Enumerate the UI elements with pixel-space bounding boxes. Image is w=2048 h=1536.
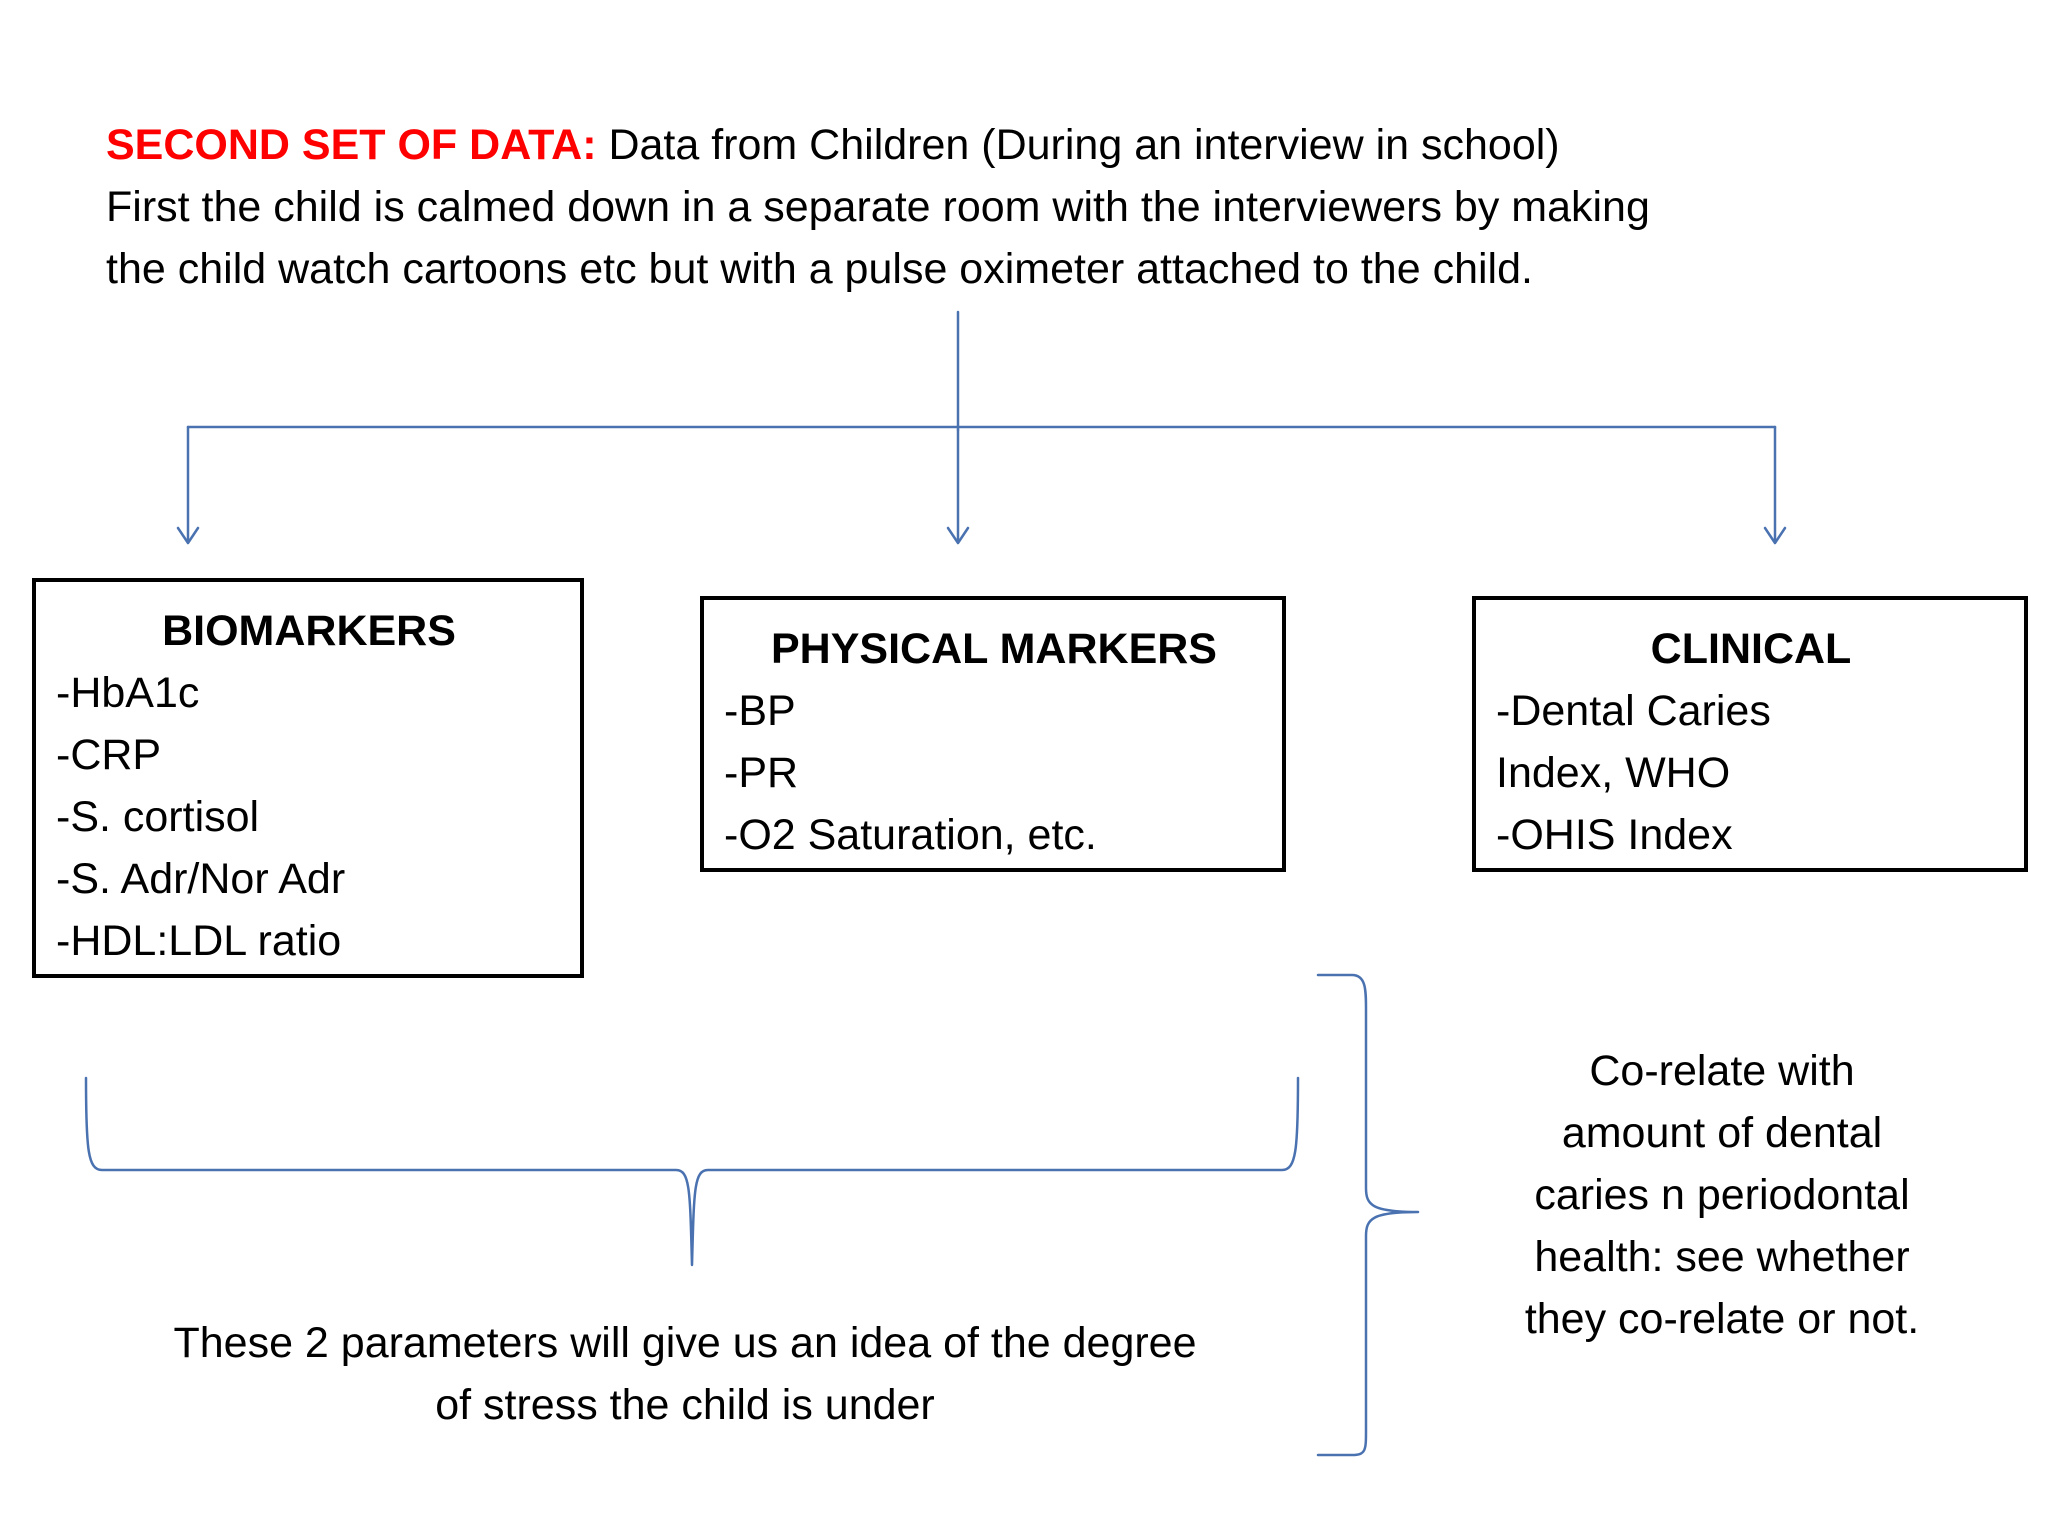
correlate-note-line: they co-relate or not. (1524, 1295, 1920, 1343)
curly-brace-bottom (86, 1078, 1298, 1265)
clinical-item: Index, WHO (1496, 749, 1731, 797)
biomarkers-box (32, 578, 584, 978)
correlate-note-line: amount of dental (1561, 1109, 1883, 1157)
physical-marker-item: -O2 Saturation, etc. (724, 811, 1097, 859)
biomarker-item: -CRP (56, 731, 162, 779)
biomarkers-title: BIOMARKERS (162, 607, 456, 655)
correlate-note (1462, 1040, 1982, 1350)
stress-note-line: These 2 parameters will give us an idea of the degree (173, 1319, 1197, 1367)
biomarker-item: -S. Adr/Nor Adr (56, 855, 346, 903)
clinical-item: -Dental Caries (1496, 687, 1771, 735)
stress-note-line: of stress the child is under (435, 1381, 935, 1429)
correlate-note-line: health: see whether (1534, 1233, 1910, 1281)
biomarker-item: -HbA1c (56, 669, 200, 717)
header-line-2: First the child is calmed down in a separate room with the interviewers by making (106, 183, 1650, 231)
physical-marker-item: -PR (724, 749, 799, 797)
clinical-item: -OHIS Index (1496, 811, 1733, 859)
correlate-note-line: Co-relate with (1589, 1047, 1855, 1095)
physical-markers-box (700, 596, 1286, 872)
header-line-3: the child watch cartoons etc but with a pulse oximeter attached to the child. (106, 245, 1533, 293)
header-subtitle: Data from Children (During an interview in school) (596, 121, 1560, 169)
clinical-box (1472, 596, 2028, 872)
physical-marker-item: -BP (724, 687, 796, 735)
biomarker-item: -HDL:LDL ratio (56, 917, 342, 965)
curly-brace-right (1318, 975, 1418, 1455)
clinical-title: CLINICAL (1650, 625, 1852, 673)
stress-note (110, 1312, 1260, 1436)
section-label: SECOND SET OF DATA: (106, 121, 597, 169)
physical-markers-title: PHYSICAL MARKERS (771, 625, 1217, 673)
correlate-note-line: caries n periodontal (1534, 1171, 1910, 1219)
biomarker-item: -S. cortisol (56, 793, 260, 841)
